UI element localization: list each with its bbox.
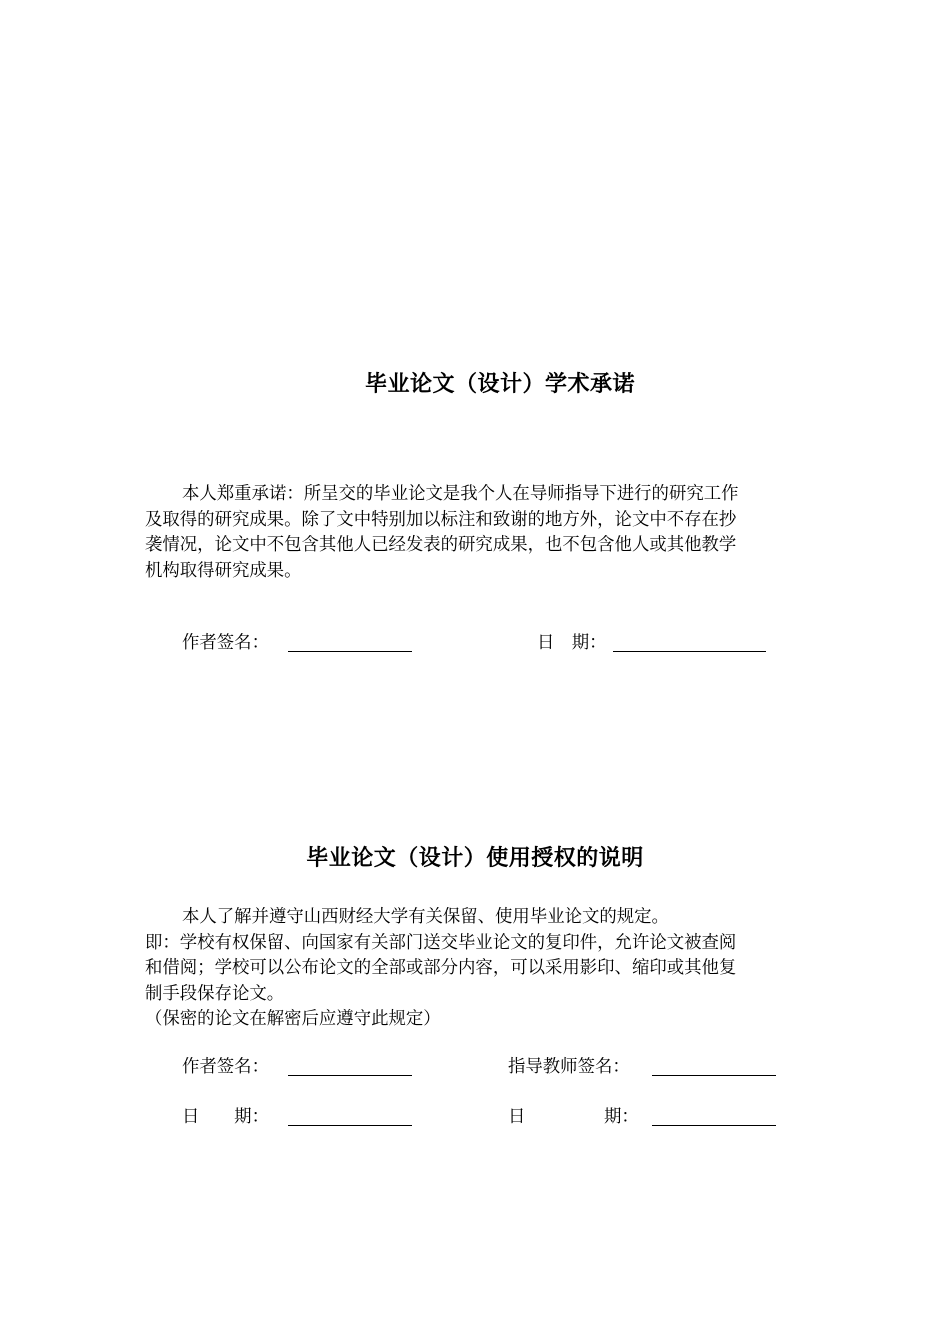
commitment-line-1: 本人郑重承诺：所呈交的毕业论文是我个人在导师指导下进行的研究工作: [182, 484, 739, 504]
authorization-paragraph: [145, 905, 807, 1033]
advisor-signature-line[interactable]: [652, 1075, 776, 1076]
commitment-title: 毕业论文（设计）学术承诺: [364, 372, 635, 397]
authorization-line-3: 和借阅；学校可以公布论文的全部或部分内容，可以采用影印、缩印或其他复: [145, 958, 737, 978]
authorization-line-1: 本人了解并遵守山西财经大学有关保留、使用毕业论文的规定。: [182, 907, 669, 927]
authorization-line-2: 即：学校有权保留、向国家有关部门送交毕业论文的复印件，允许论文被查阅: [145, 932, 737, 953]
authorization-author-signature-line[interactable]: [288, 1075, 412, 1076]
advisor-signature-label: 指导教师签名：: [508, 1057, 630, 1077]
commitment-line-4: 机构取得研究成果。: [145, 560, 302, 581]
commitment-date-line[interactable]: [613, 651, 766, 652]
commitment-date-label: 日 期：: [537, 633, 607, 653]
commitment-author-signature-label: 作者签名：: [182, 633, 269, 653]
authorization-author-signature-label: 作者签名：: [182, 1057, 269, 1077]
advisor-date-label-period: 期：: [604, 1107, 639, 1127]
commitment-line-3: 袭情况，论文中不包含其他人已经发表的研究成果，也不包含他人或其他教学: [145, 535, 737, 555]
commitment-line-2: 及取得的研究成果。除了文中特别加以标注和致谢的地方外，论文中不存在抄: [145, 509, 737, 530]
authorization-line-5: （保密的论文在解密后应遵守此规定）: [145, 1009, 441, 1029]
advisor-date-label-day: 日: [508, 1107, 526, 1127]
authorization-author-date-line[interactable]: [288, 1125, 412, 1126]
authorization-author-date-label: 日 期：: [182, 1107, 269, 1127]
authorization-line-4: 制手段保存论文。: [145, 983, 285, 1004]
authorization-title: 毕业论文（设计）使用授权的说明: [306, 846, 644, 871]
commitment-paragraph: [145, 482, 807, 584]
commitment-author-signature-line[interactable]: [288, 651, 412, 652]
advisor-date-line[interactable]: [652, 1125, 776, 1126]
